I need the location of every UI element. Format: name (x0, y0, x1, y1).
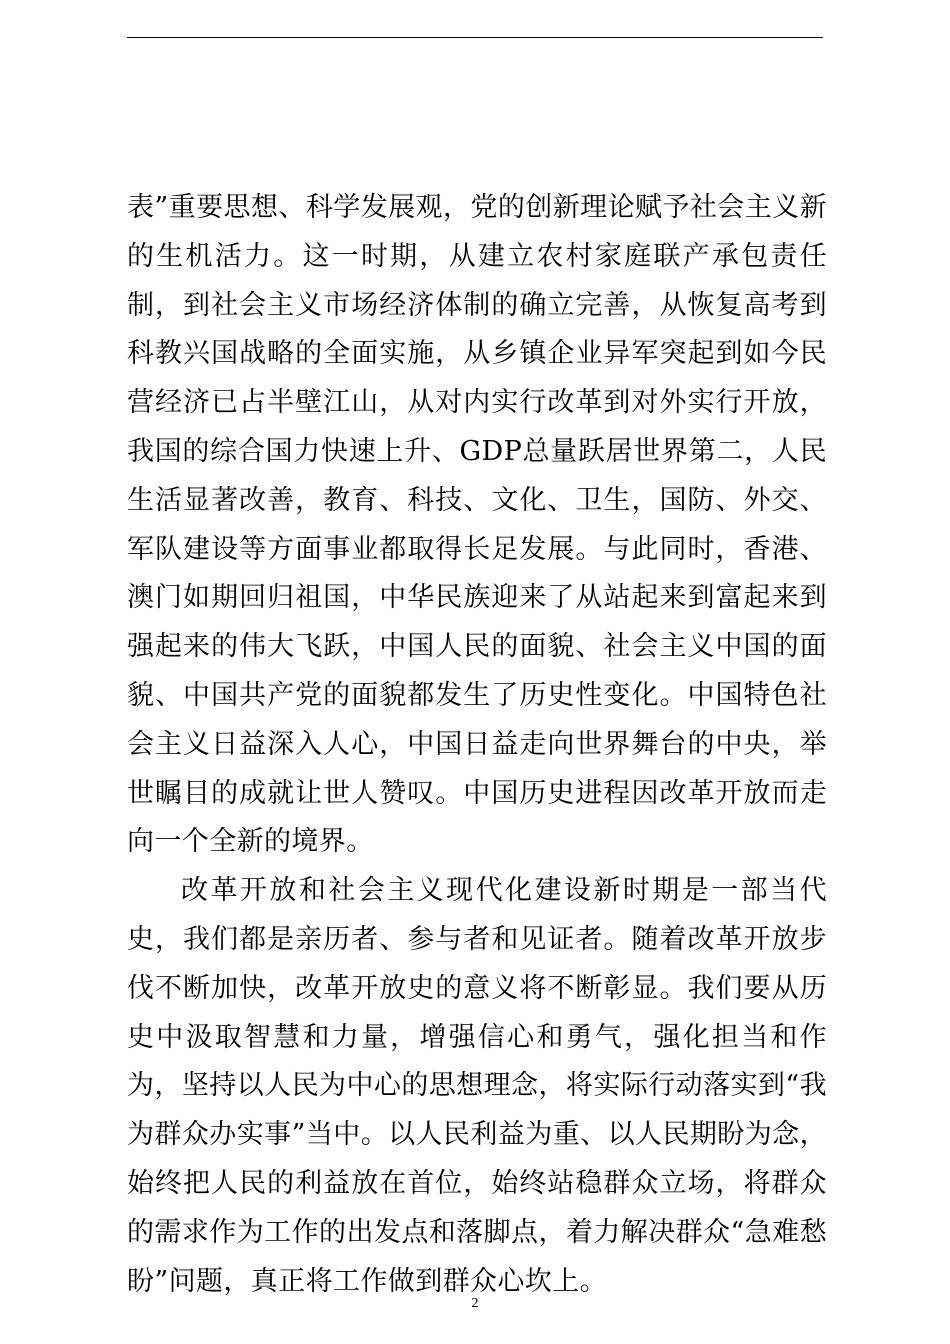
paragraph-continuation: 表”重要思想、科学发展观，党的创新理论赋予社会主义新的生机活力。这一时期，从建立农村家庭联产承包责任制，到社会主义市场经济体制的确立完善，从恢复高考到科教兴国战略的全面实施，从乡镇企业异军突起到如今民营经济已占半壁江山，从对内实行改革到对外实行开放，我国的综合国力快速上升、GDP总量跃居世界第二，人民生活显著改善，教育、科技、文化、卫生，国防、外交、军队建设等方面事业都取得长足发展。与此同时，香港、澳门如期回归祖国，中华民族迎来了从站起来到富起来到强起来的伟大飞跃，中国人民的面貌、社会主义中国的面貌、中国共产党的面貌都发生了历史性变化。中国特色社会主义日益深入人心，中国日益走向世界舞台的中央，举世瞩目的成就让世人赞叹。中国历史进程因改革开放而走向一个全新的境界。 (127, 192, 827, 858)
body-text (127, 184, 827, 1306)
page-number: 2 (471, 1296, 479, 1311)
header-rule (127, 37, 823, 38)
paragraph-reform-history: 改革开放和社会主义现代化建设新时期是一部当代史，我们都是亲历者、参与者和见证者。随着改革开放步伐不断加快，改革开放史的意义将不断彰显。我们要从历史中汲取智慧和力量，增强信心和勇气，强化担当和作为，坚持以人民为中心的思想理念，将实际行动落实到“我为群众办实事”当中。以人民利益为重、以人民期盼为念，始终把人民的利益放在首位，始终站稳群众立场，将群众的需求作为工作的出发点和落脚点，着力解决群众“急难愁盼”问题，真正将工作做到群众心坎上。 (127, 875, 827, 1297)
